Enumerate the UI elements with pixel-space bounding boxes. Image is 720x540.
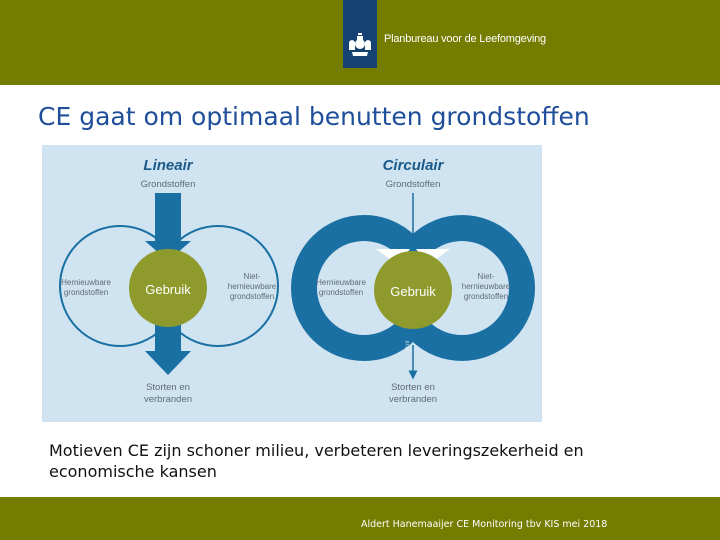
linear-right-label-1: Niet- — [243, 272, 261, 281]
linear-center-label: Gebruik — [145, 282, 191, 297]
circular-right-label-3: grondstoffen — [463, 292, 509, 301]
linear-left-label-1: Hernieuwbare — [61, 278, 111, 287]
economy-diagram — [42, 145, 542, 422]
linear-top-label: Grondstoffen — [140, 179, 196, 190]
footer-text: Aldert Hanemaaijer CE Monitoring tbv KIS mei 2018 — [361, 519, 608, 530]
circular-top-label: Grondstoffen — [385, 179, 441, 190]
circular-credit: pbl.nl — [405, 341, 411, 353]
rijksoverheid-crest-icon — [343, 0, 377, 68]
slide-title: CE gaat om optimaal benutten grondstoffen — [38, 102, 590, 131]
circular-left-label-2: grondstoffen — [318, 288, 364, 297]
linear-right-label-3: grondstoffen — [229, 292, 275, 301]
circular-bottom-label-2: verbranden — [388, 394, 438, 405]
circular-right-label-2: hernieuwbare — [461, 282, 511, 291]
linear-left-label-2: grondstoffen — [63, 288, 109, 297]
circular-bottom-label-1: Storten en — [391, 382, 435, 393]
linear-bottom-label-2: verbranden — [143, 394, 193, 405]
linear-bottom-label-1: Storten en — [146, 382, 190, 393]
linear-right-label-2: hernieuwbare — [227, 282, 277, 291]
circular-center-label: Gebruik — [390, 284, 436, 299]
linear-heading: Lineair — [143, 157, 193, 174]
circular-left-label-1: Hernieuwbare — [316, 278, 366, 287]
circular-heading: Circulair — [382, 157, 444, 174]
slide-caption: Motieven CE zijn schoner milieu, verbeteren leveringszekerheid en economische kansen — [49, 441, 584, 481]
footer-bar — [0, 497, 720, 540]
org-name: Planbureau voor de Leefomgeving — [384, 33, 546, 45]
circular-right-label-1: Niet- — [477, 272, 495, 281]
